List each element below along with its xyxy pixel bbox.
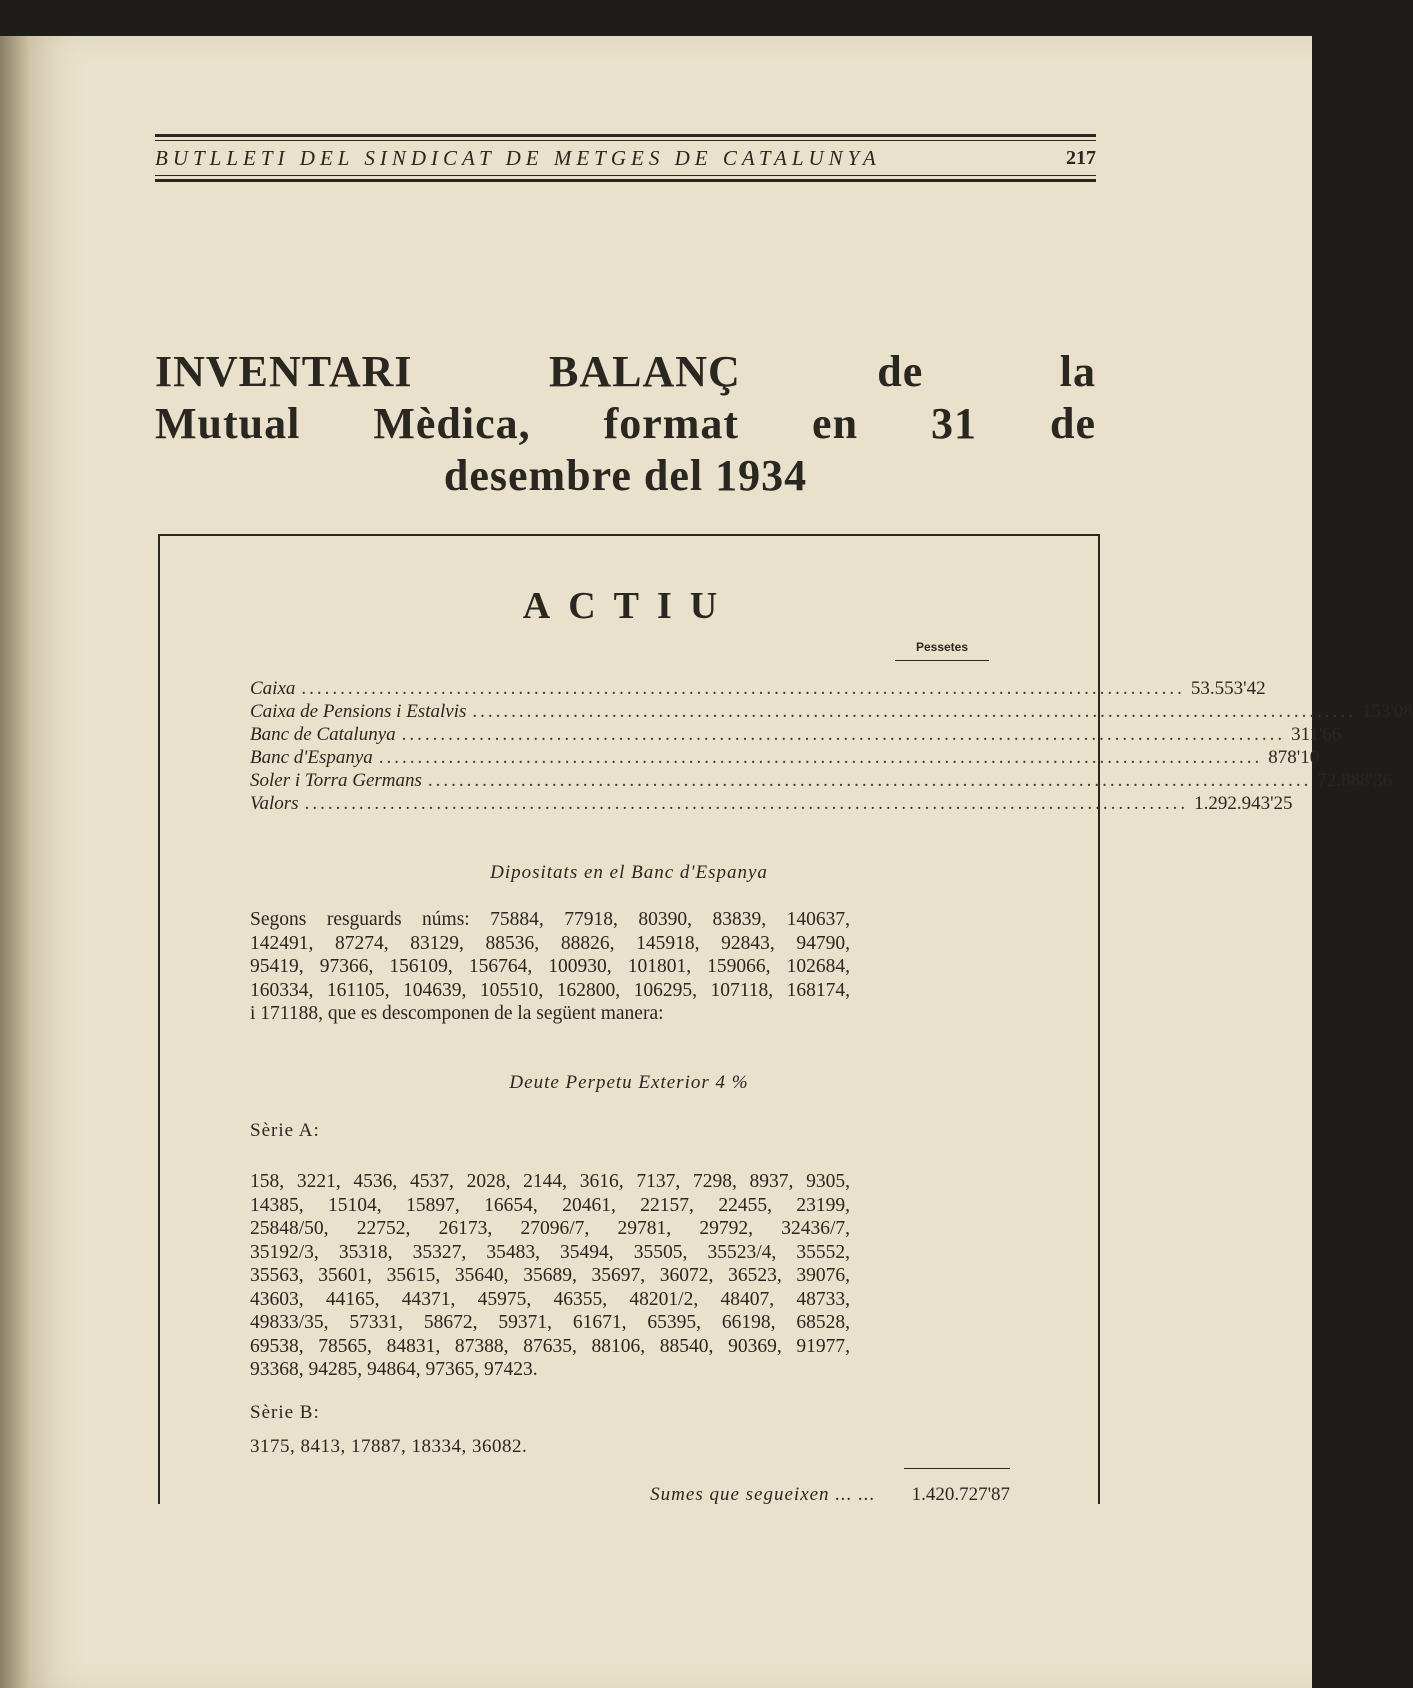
serie-a-list: [250, 1170, 850, 1382]
title-line-3: desembre del 1934: [443, 451, 808, 500]
account-name: Banc d'Espanya: [250, 747, 373, 768]
account-amount: 311'66: [1291, 724, 1342, 745]
account-row: [250, 724, 1342, 747]
serie-b-list: 3175, 8413, 17887, 18334, 36082.: [250, 1436, 528, 1457]
header-top-rule: [155, 134, 1096, 137]
account-name: Valors: [250, 793, 299, 814]
serie-a-line: 158, 3221, 4536, 4537, 2028, 2144, 3616, 7137, 7298, 8937, 9305,: [250, 1171, 850, 1192]
deposit-line: 95419, 97366, 156109, 156764, 100930, 101801, 159066, 102684,: [250, 956, 850, 977]
debt-subheading: Deute Perpetu Exterior 4 %: [509, 1072, 749, 1093]
balance-box: [158, 534, 1413, 1505]
serie-a-line: 25848/50, 22752, 26173, 27096/7, 29781, 29792, 32436/7,: [250, 1218, 850, 1239]
article-title: [155, 346, 1096, 502]
account-name: Banc de Catalunya: [250, 724, 396, 745]
account-amount: 72.888'36: [1317, 770, 1393, 791]
currency-column-label: Pessetes: [895, 640, 989, 661]
journal-name: BUTLLETI DEL SINDICAT DE METGES DE CATALUNYA: [155, 145, 881, 170]
serie-b-label: Sèrie B:: [250, 1402, 320, 1423]
carried-forward-amount: 1.420.727'87: [911, 1484, 1010, 1505]
serie-a-line: 49833/35, 57331, 58672, 59371, 61671, 65395, 66198, 68528,: [250, 1312, 850, 1333]
account-name: Soler i Torra Germans: [250, 770, 422, 791]
title-line-2: Mutual Mèdica, format en 31 de: [155, 399, 1096, 448]
title-line-1: INVENTARI BALANÇ de la: [155, 347, 1096, 396]
account-amount: 878'10: [1268, 747, 1320, 768]
header-bottom-rule: [155, 179, 1096, 182]
leader-dots: ..................................................................................................................: [427, 770, 1312, 791]
serie-a-line: 35563, 35601, 35615, 35640, 35689, 35697, 36072, 36523, 39076,: [250, 1265, 850, 1286]
account-row: [250, 747, 1320, 770]
deposit-paragraph: [250, 908, 850, 1026]
account-row: [250, 678, 1266, 701]
section-heading: ACTIU: [522, 585, 736, 627]
deposit-line: 160334, 161105, 104639, 105510, 162800, 106295, 107118, 168174,: [250, 979, 850, 1001]
page-spine-shadow: [0, 36, 30, 1688]
deposit-subheading: Dipositats en el Banc d'Espanya: [490, 862, 768, 883]
serie-a-line: 14385, 15104, 15897, 16654, 20461, 22157, 22455, 23199,: [250, 1194, 850, 1216]
leader-dots: ..................................................................................................................: [472, 701, 1356, 722]
running-header: [155, 134, 1096, 182]
serie-a-line: 35192/3, 35318, 35327, 35483, 35494, 35505, 35523/4, 35552,: [250, 1241, 850, 1263]
header-text-row: [155, 141, 1096, 175]
deposit-line: i 171188, que es descomponen de la següent manera:: [250, 1003, 664, 1024]
leader-dots: ..................................................................................................................: [301, 678, 1185, 699]
account-name: Caixa de Pensions i Estalvis: [250, 701, 467, 722]
account-amount: 153'08: [1361, 701, 1413, 722]
serie-a-line: 93368, 94285, 94864, 97365, 97423.: [250, 1359, 538, 1380]
leader-dots: ..................................................................................................................: [378, 747, 1263, 768]
account-name: Caixa: [250, 678, 296, 699]
deposit-line: 142491, 87274, 83129, 88536, 88826, 145918, 92843, 94790,: [250, 932, 850, 954]
leader-dots: ..................................................................................................................: [304, 793, 1189, 814]
account-row: [250, 770, 1393, 793]
leader-dots: ..................................................................................................................: [401, 724, 1286, 745]
carried-forward-label: Sumes que segueixen ... ...: [650, 1484, 876, 1505]
account-list: [250, 678, 1413, 816]
header-bottom-rule-thin: [155, 175, 1096, 176]
serie-a-label: Sèrie A:: [250, 1120, 320, 1141]
sum-rule: [904, 1468, 1010, 1469]
account-amount: 53.553'42: [1190, 678, 1266, 699]
serie-a-line: 43603, 44165, 44371, 45975, 46355, 48201/2, 48407, 48733,: [250, 1288, 850, 1310]
deposit-line: Segons resguards núms: 75884, 77918, 80390, 83839, 140637,: [250, 909, 850, 930]
serie-a-line: 69538, 78565, 84831, 87388, 87635, 88106, 88540, 90369, 91977,: [250, 1335, 850, 1357]
account-row: [250, 793, 1293, 816]
page-number: 217: [1066, 146, 1096, 169]
account-amount: 1.292.943'25: [1194, 793, 1293, 814]
account-row: [250, 701, 1413, 724]
carried-forward-row: [590, 1484, 1010, 1506]
